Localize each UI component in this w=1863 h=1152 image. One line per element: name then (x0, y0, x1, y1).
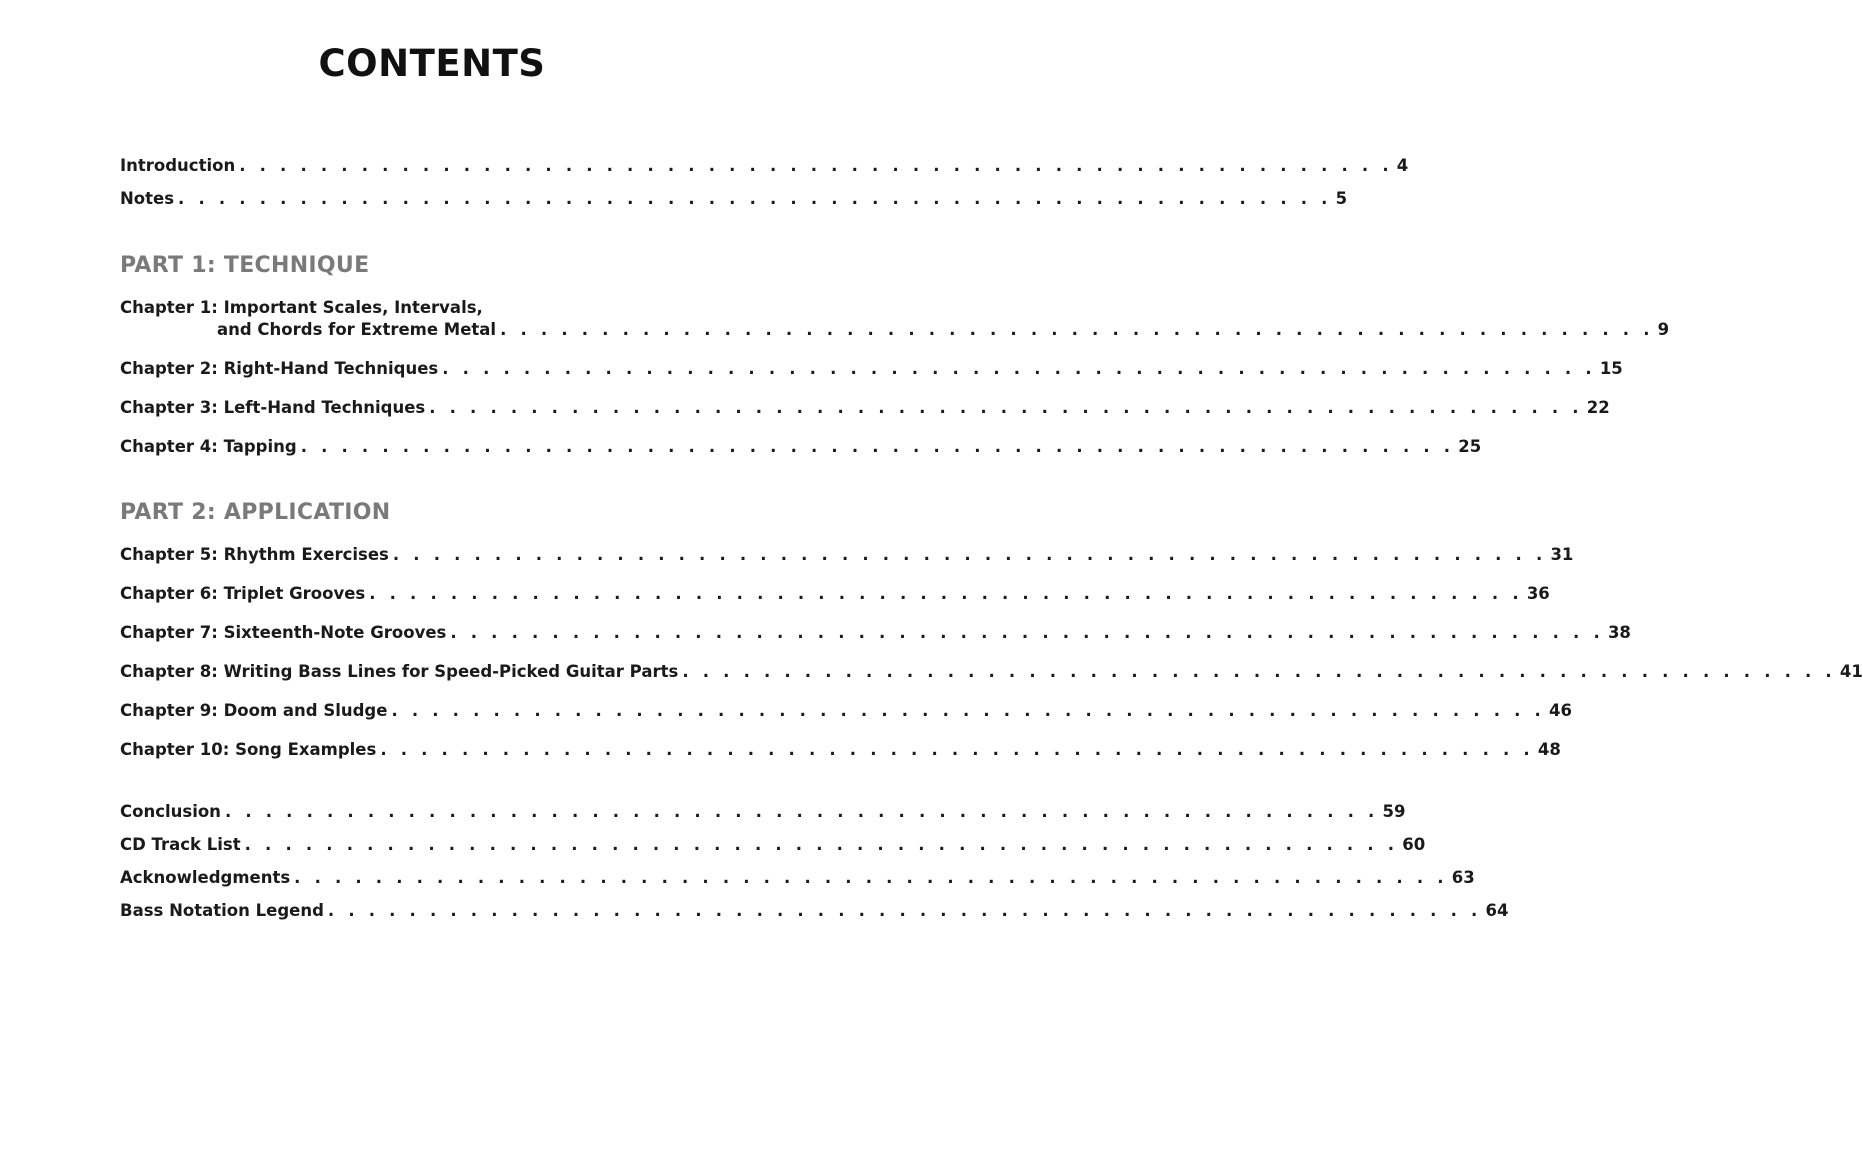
toc-entry-chapter-6[interactable] (120, 583, 1550, 605)
part-2-list (120, 544, 1863, 761)
toc-entry-page: 38 (1607, 623, 1631, 642)
toc-entry-label: Chapter 5: Rhythm Exercises (120, 545, 389, 564)
toc-entry-page: 41 (1839, 662, 1863, 681)
toc-entry-label: Chapter 7: Sixteenth-Note Grooves (120, 623, 447, 642)
dot-leader: . . . . . . . . . . . . . . . . . . . . . . . . . . . . . . . . . . . . . . . . . . . . . . . . . . . . . . . . . (429, 398, 1583, 417)
toc-entry-label: Chapter 10: Song Examples (120, 740, 377, 759)
toc-entry-chapter-7[interactable] (120, 622, 1631, 644)
toc-entry-chapter-10[interactable] (120, 739, 1561, 761)
toc-entry-page: 22 (1586, 398, 1610, 417)
toc-entry-label: Chapter 8: Writing Bass Lines for Speed-Picked Guitar Parts (120, 662, 679, 681)
toc-entry-chapter-5[interactable] (120, 544, 1574, 566)
toc-entry-page: 25 (1458, 437, 1482, 456)
toc-entry-label: Chapter 4: Tapping (120, 437, 297, 456)
toc-entry-label: Bass Notation Legend (120, 901, 324, 920)
toc-entry-page: 48 (1537, 740, 1561, 759)
toc-entry-page: 63 (1451, 868, 1475, 887)
toc-entry-label: Acknowledgments (120, 868, 291, 887)
toc-entry-page: 31 (1550, 545, 1574, 564)
toc-entry-page: 9 (1657, 320, 1670, 339)
toc-entry-label: Chapter 6: Triplet Grooves (120, 584, 366, 603)
part-1-heading: PART 1: TECHNIQUE (120, 253, 370, 278)
toc-entry-page: 60 (1402, 835, 1426, 854)
part-2-heading: PART 2: APPLICATION (120, 500, 391, 525)
back-matter-list (120, 801, 1509, 922)
toc-entry-page: 59 (1382, 802, 1406, 821)
dot-leader: . . . . . . . . . . . . . . . . . . . . . . . . . . . . . . . . . . . . . . . . . . . . . . . . . . . . . . . . . (392, 545, 1547, 564)
toc-entry-chapter-1[interactable] (120, 319, 1670, 341)
dot-leader: . . . . . . . . . . . . . . . . . . . . . . . . . . . . . . . . . . . . . . . . . . . . . . . . . . . . . . . . . (450, 623, 1604, 642)
dot-leader: . . . . . . . . . . . . . . . . . . . . . . . . . . . . . . . . . . . . . . . . . . . . . . . . . . . . . . . . . (239, 156, 1393, 175)
page-title: CONTENTS (318, 42, 546, 85)
dot-leader: . . . . . . . . . . . . . . . . . . . . . . . . . . . . . . . . . . . . . . . . . . . . . . . . . . . . . . . . . (682, 662, 1836, 681)
toc-entry-label: Chapter 9: Doom and Sludge (120, 701, 388, 720)
toc-entry-conclusion[interactable] (120, 801, 1406, 823)
toc-entry-page: 15 (1599, 359, 1623, 378)
dot-leader: . . . . . . . . . . . . . . . . . . . . . . . . . . . . . . . . . . . . . . . . . . . . . . . . . . . . . . . . . (178, 189, 1332, 208)
dot-leader: . . . . . . . . . . . . . . . . . . . . . . . . . . . . . . . . . . . . . . . . . . . . . . . . . . . . . . . . . (391, 701, 1546, 720)
dot-leader: . . . . . . . . . . . . . . . . . . . . . . . . . . . . . . . . . . . . . . . . . . . . . . . . . . . . . . . . . (380, 740, 1534, 759)
toc-entry-chapter-9[interactable] (120, 700, 1572, 722)
toc-entry-page: 64 (1485, 901, 1509, 920)
dot-leader: . . . . . . . . . . . . . . . . . . . . . . . . . . . . . . . . . . . . . . . . . . . . . . . . . . . . . . . . . (442, 359, 1596, 378)
dot-leader: . . . . . . . . . . . . . . . . . . . . . . . . . . . . . . . . . . . . . . . . . . . . . . . . . . . . . . . . . (224, 802, 1379, 821)
toc-entry-chapter-2[interactable] (120, 358, 1623, 380)
toc-entry-chapter-4[interactable] (120, 436, 1482, 458)
toc-entry-chapter-1-line-1[interactable]: Chapter 1: Important Scales, Intervals, (120, 298, 483, 317)
dot-leader: . . . . . . . . . . . . . . . . . . . . . . . . . . . . . . . . . . . . . . . . . . . . . . . . . . . . . . . . . (244, 835, 1399, 854)
toc-entry-chapter-3[interactable] (120, 397, 1610, 419)
toc-entry-introduction[interactable] (120, 155, 1409, 177)
dot-leader: . . . . . . . . . . . . . . . . . . . . . . . . . . . . . . . . . . . . . . . . . . . . . . . . . . . . . . . . . (500, 320, 1654, 339)
dot-leader: . . . . . . . . . . . . . . . . . . . . . . . . . . . . . . . . . . . . . . . . . . . . . . . . . . . . . . . . . (369, 584, 1523, 603)
toc-entry-chapter-8[interactable] (120, 661, 1863, 683)
toc-entry-page: 36 (1526, 584, 1550, 603)
toc-entry-page: 46 (1549, 701, 1572, 720)
dot-leader: . . . . . . . . . . . . . . . . . . . . . . . . . . . . . . . . . . . . . . . . . . . . . . . . . . . . . . . . . (327, 901, 1482, 920)
toc-entry-label: Notes (120, 189, 175, 208)
toc-entry-page: 5 (1335, 189, 1348, 208)
toc-entry-page: 4 (1396, 156, 1409, 175)
toc-entry-cd-track-list[interactable] (120, 834, 1426, 856)
toc-entry-label: Conclusion (120, 802, 221, 821)
toc-entry-label: and Chords for Extreme Metal (217, 320, 497, 339)
toc-entry-acknowledgments[interactable] (120, 867, 1475, 889)
part-1-list (120, 297, 1670, 458)
toc-entry-label: Chapter 3: Left-Hand Techniques (120, 398, 426, 417)
toc-entry-bass-notation-legend[interactable] (120, 900, 1509, 922)
dot-leader: . . . . . . . . . . . . . . . . . . . . . . . . . . . . . . . . . . . . . . . . . . . . . . . . . . . . . . . . . (300, 437, 1455, 456)
dot-leader: . . . . . . . . . . . . . . . . . . . . . . . . . . . . . . . . . . . . . . . . . . . . . . . . . . . . . . . . . (294, 868, 1448, 887)
toc-entry-label: Chapter 2: Right-Hand Techniques (120, 359, 439, 378)
front-matter-list (120, 155, 1409, 210)
toc-entry-label: Introduction (120, 156, 236, 175)
toc-entry-notes[interactable] (120, 188, 1348, 210)
toc-entry-label: CD Track List (120, 835, 241, 854)
